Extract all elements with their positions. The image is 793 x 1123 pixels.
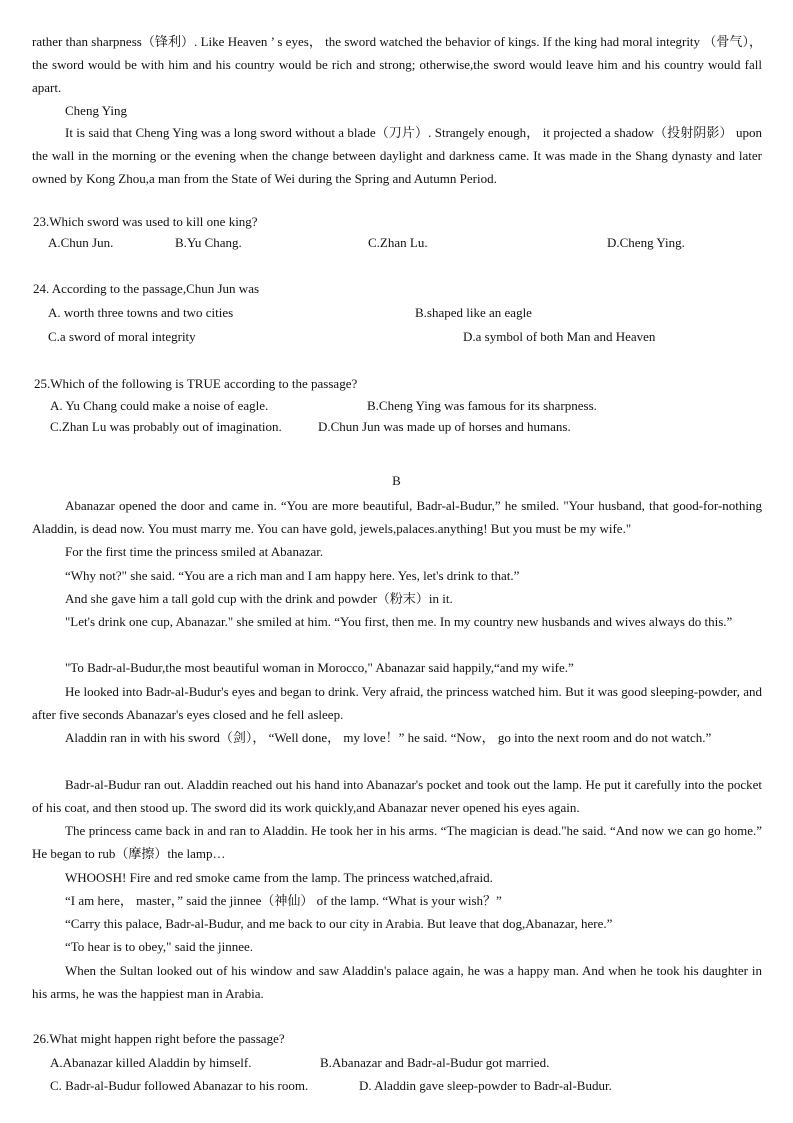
question-26-stem: 26.What might happen right before the passage? <box>33 1031 285 1046</box>
passage-b-paragraph-1: Abanazar opened the door and came in. “You are more beautiful, Badr-al-Budur,” he smiled. "Your husband, that good-for-nothing Aladdin, is dead now. You must marry me. You can have gold, jewels,palaces.anything! But you must be my wife." <box>32 498 762 536</box>
passage-b-paragraph-10: The princess came back in and ran to Aladdin. He took her in his arms. “The magician is dead."he said. “And now we can go home.” He began to rub（摩擦）the lamp… <box>32 823 762 861</box>
question-23-option-d[interactable]: D.Cheng Ying. <box>607 235 685 250</box>
question-24-stem: 24. According to the passage,Chun Jun was <box>33 281 260 296</box>
question-26-option-d[interactable]: D. Aladdin gave sleep-powder to Badr-al-Budur. <box>359 1078 612 1093</box>
question-26-option-b[interactable]: B.Abanazar and Badr-al-Budur got married. <box>320 1055 550 1070</box>
question-23-option-c[interactable]: C.Zhan Lu. <box>368 235 428 250</box>
passage-b-paragraph-11: WHOOSH! Fire and red smoke came from the lamp. The princess watched,afraid. <box>65 870 493 885</box>
cheng-ying-paragraph: It is said that Cheng Ying was a long sword without a blade（刀片）. Strangely enough， it projected a shadow（投射阴影） upon the wall in the morning or the evening when the change between daylight and darkness came. It was made in the Shang dynasty and later owned by Kong Zhou,a man from the State of Wei during the Spring and Autumn Period. <box>32 125 762 186</box>
passage-b-label: B <box>392 473 401 488</box>
question-25-option-b[interactable]: B.Cheng Ying was famous for its sharpness. <box>367 398 597 413</box>
question-26-option-c[interactable]: C. Badr-al-Budur followed Abanazar to his room. <box>50 1078 309 1093</box>
question-23-stem: 23.Which sword was used to kill one king? <box>33 214 258 229</box>
passage-b-paragraph-14: “To hear is to obey," said the jinnee. <box>65 939 254 954</box>
question-25-option-c[interactable]: C.Zhan Lu was probably out of imagination. <box>50 419 282 434</box>
passage-b-paragraph-9: Badr-al-Budur ran out. Aladdin reached out his hand into Abanazar's pocket and took out the lamp. He put it carefully into the pocket of his coat, and then stood up. The sword did its work quickly,and Abanazar never opened his eyes again. <box>32 777 762 815</box>
question-25-option-d[interactable]: D.Chun Jun was made up of horses and humans. <box>318 419 571 434</box>
question-24-option-d[interactable]: D.a symbol of both Man and Heaven <box>463 329 656 344</box>
passage-b-paragraph-2: For the first time the princess smiled at Abanazar. <box>65 544 324 559</box>
question-23-option-a[interactable]: A.Chun Jun. <box>48 235 114 250</box>
question-23-option-b[interactable]: B.Yu Chang. <box>175 235 242 250</box>
question-25-stem: 25.Which of the following is TRUE according to the passage? <box>34 376 358 391</box>
passage-b-paragraph-3: “Why not?" she said. “You are a rich man and I am happy here. Yes, let's drink to that.” <box>65 568 520 583</box>
passage-b-paragraph-5: "Let's drink one cup, Abanazar." she smiled at him. “You first, then me. In my country new husbands and wives always do this.” <box>65 614 733 629</box>
passage-b-paragraph-4: And she gave him a tall gold cup with the drink and powder（粉末）in it. <box>65 591 453 606</box>
passage-b-paragraph-12: “I am here， master，” said the jinnee（神仙） of the lamp. “What is your wish？” <box>65 893 502 908</box>
question-25-option-a[interactable]: A. Yu Chang could make a noise of eagle. <box>50 398 269 413</box>
question-26-option-a[interactable]: A.Abanazar killed Aladdin by himself. <box>50 1055 252 1070</box>
passage-a-intro-paragraph: rather than sharpness（锋利）. Like Heaven ’ s eyes， the sword watched the behavior of kings. If the king had moral integrity （骨气）， the sword would be with him and his country would be rich and strong; otherwise,the sword would leave him and his country would fall apart. <box>32 34 762 95</box>
passage-b-paragraph-6: "To Badr-al-Budur,the most beautiful woman in Morocco," Abanazar said happily,“and my wife.” <box>65 660 574 675</box>
question-24-option-b[interactable]: B.shaped like an eagle <box>415 305 532 320</box>
question-24-option-a[interactable]: A. worth three towns and two cities <box>48 305 234 320</box>
passage-b-paragraph-8: Aladdin ran in with his sword（剑）， “Well done， my love！” he said. “Now， go into the next room and do not watch.” <box>65 730 712 745</box>
passage-b-paragraph-15: When the Sultan looked out of his window and saw Aladdin's palace again, he was a happy man. And when he took his daughter in his arms, he was the happiest man in Arabia. <box>32 963 762 1001</box>
cheng-ying-heading: Cheng Ying <box>65 103 127 118</box>
passage-b-paragraph-7: He looked into Badr-al-Budur's eyes and began to drink. Very afraid, the princess watched him. But it was good sleeping-powder, and after five seconds Abanazar's eyes closed and he fell asleep. <box>32 684 762 722</box>
question-24-option-c[interactable]: C.a sword of moral integrity <box>48 329 196 344</box>
passage-b-paragraph-13: “Carry this palace, Badr-al-Budur, and me back to our city in Arabia. But leave that dog,Abanazar, here.” <box>65 916 613 931</box>
